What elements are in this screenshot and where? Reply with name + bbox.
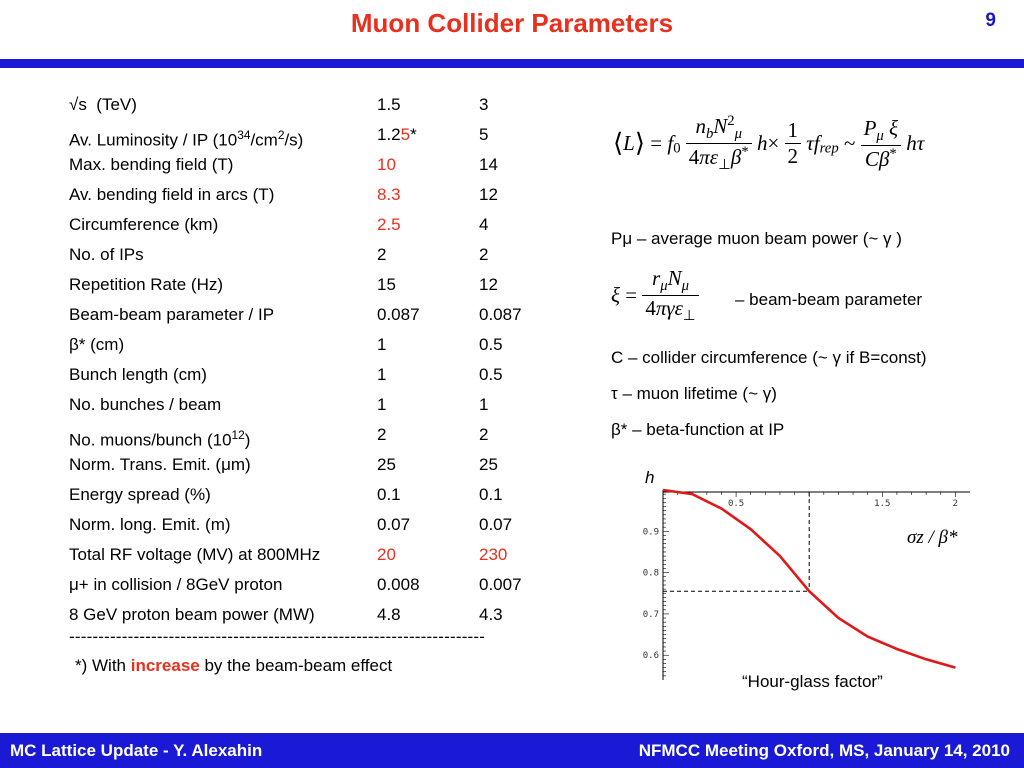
header-bar — [0, 59, 1024, 68]
power-description: Pμ – average muon beam power (~ γ ) — [611, 229, 902, 248]
value-2: 0.5 — [479, 365, 503, 384]
beam-beam-formula: ξ = $\frac{r_\mu N_\mu}{4\pi\gamma\varepsilon_\perp}$ — [611, 266, 699, 325]
footnote: *) With increase by the beam-beam effect — [75, 656, 393, 675]
table-row — [69, 270, 539, 300]
value-1: 1 — [377, 365, 387, 384]
param-name: 8 GeV proton beam power (MW) — [69, 605, 315, 624]
page-number: 9 — [985, 10, 996, 31]
table-row — [69, 570, 539, 600]
value-1: 0.087 — [377, 305, 420, 324]
circumference-description: C – collider circumference (~ γ if B=const) — [611, 348, 927, 367]
value-1: 25 — [377, 455, 396, 474]
y-tick-label: 0.6 — [642, 651, 659, 662]
param-name: No. bunches / beam — [69, 395, 222, 414]
param-name: No. muons/bunch $(10^{12})$ — [69, 428, 251, 450]
param-name: √s (TeV) — [69, 95, 137, 114]
table-row — [69, 540, 539, 570]
value-1: 10 — [377, 155, 396, 174]
value-2: 230 — [479, 545, 508, 564]
luminosity-formula: ⟨L⟩ = $f_0$ $\frac{n_bN^2_\mu}{4\pi\varepsilon_\perp\beta^*}$ h× $\frac{1}{2}$ $\tau f_{rep}$ ~ $\frac{P_\mu \xi}{C\beta^*}$ hτ — [613, 113, 925, 174]
table-row — [69, 120, 539, 150]
value-2: 0.07 — [479, 515, 513, 534]
param-name: Norm. Trans. Emit. (μm) — [69, 455, 251, 474]
value-2: 12 — [479, 275, 498, 294]
value-1: 2 — [377, 245, 387, 264]
table-row — [69, 600, 539, 630]
param-name: Max. bending field (T) — [69, 155, 234, 174]
slide-title: Muon Collider Parameters — [350, 8, 674, 38]
value-1: 0.1 — [377, 485, 401, 504]
value-1: 15 — [377, 275, 396, 294]
table-row — [69, 180, 539, 210]
hourglass-plot — [640, 485, 980, 685]
table-row — [69, 240, 539, 270]
y-tick-label: 0.7 — [642, 609, 659, 620]
table-row — [69, 390, 539, 420]
lifetime-description: τ – muon lifetime (~ γ) — [611, 384, 777, 403]
param-name: Repetition Rate (Hz) — [69, 275, 224, 294]
value-2: 25 — [479, 455, 498, 474]
param-name: Bunch length (cm) — [69, 365, 207, 384]
value-1: 1.25* — [377, 125, 417, 144]
beta-description: β* – beta-function at IP — [611, 420, 785, 439]
table-row — [69, 150, 539, 180]
y-tick-label: 0.9 — [642, 527, 659, 538]
x-tick-label: 0.5 — [727, 499, 745, 509]
value-2: 0.007 — [479, 575, 522, 594]
plot-x-label: σz / β* — [907, 527, 958, 548]
param-name: No. of IPs — [69, 245, 144, 264]
value-2: 4.3 — [479, 605, 503, 624]
value-1: 0.07 — [377, 515, 411, 534]
plot-caption: “Hour-glass factor” — [742, 672, 883, 691]
table-row — [69, 300, 539, 330]
value-2: 12 — [479, 185, 498, 204]
param-name: Av. bending field in arcs (T) — [69, 185, 275, 204]
value-2: 5 — [479, 125, 489, 144]
table-row — [69, 510, 539, 540]
value-2: 2 — [479, 425, 489, 444]
value-1: 20 — [377, 545, 396, 564]
value-2: 0.5 — [479, 335, 503, 354]
x-tick-label: 1.5 — [874, 499, 891, 509]
param-name: μ+ in collision / 8GeV proton — [69, 575, 283, 594]
value-2: 4 — [479, 215, 489, 234]
value-2: 1 — [479, 395, 489, 414]
value-1: 1.5 — [377, 95, 401, 114]
value-2: 0.087 — [479, 305, 522, 324]
x-tick-label: 2 — [952, 499, 959, 509]
value-1: 1 — [377, 335, 387, 354]
table-row — [69, 360, 539, 390]
param-name: Circumference (km) — [69, 215, 219, 234]
value-1: 4.8 — [377, 605, 401, 624]
table-row — [69, 330, 539, 360]
value-1: 2.5 — [377, 215, 401, 234]
table-row — [69, 210, 539, 240]
beam-beam-description: – beam-beam parameter — [735, 290, 923, 309]
value-1: 0.008 — [377, 575, 420, 594]
param-name: Norm. long. Emit. (m) — [69, 515, 231, 534]
table-row — [69, 420, 539, 450]
footnote-keyword: increase — [130, 656, 200, 675]
table-divider: ----------------------------------------------------------------------- — [69, 627, 486, 646]
param-name: Beam-beam parameter / IP — [69, 305, 275, 324]
plot-y-label: h — [645, 468, 655, 487]
value-2: 3 — [479, 95, 489, 114]
value-1: 8.3 — [377, 185, 401, 204]
param-name: Energy spread (%) — [69, 485, 211, 504]
param-name: Av. Luminosity / IP $(10^{34}/cm^2/s)$ — [69, 128, 304, 150]
value-2: 2 — [479, 245, 489, 264]
table-row — [69, 480, 539, 510]
y-tick-label: 0.8 — [642, 568, 659, 579]
value-1: 1 — [377, 395, 387, 414]
footer-right: NFMCC Meeting Oxford, MS, January 14, 2010 — [638, 741, 1010, 760]
value-2: 14 — [479, 155, 498, 174]
footer-left: MC Lattice Update - Y. Alexahin — [10, 741, 263, 760]
table-row — [69, 90, 539, 120]
value-1: 2 — [377, 425, 387, 444]
param-name: β* (cm) — [69, 335, 125, 354]
table-row — [69, 450, 539, 480]
param-name: Total RF voltage (MV) at 800MHz — [69, 545, 321, 564]
value-2: 0.1 — [479, 485, 503, 504]
